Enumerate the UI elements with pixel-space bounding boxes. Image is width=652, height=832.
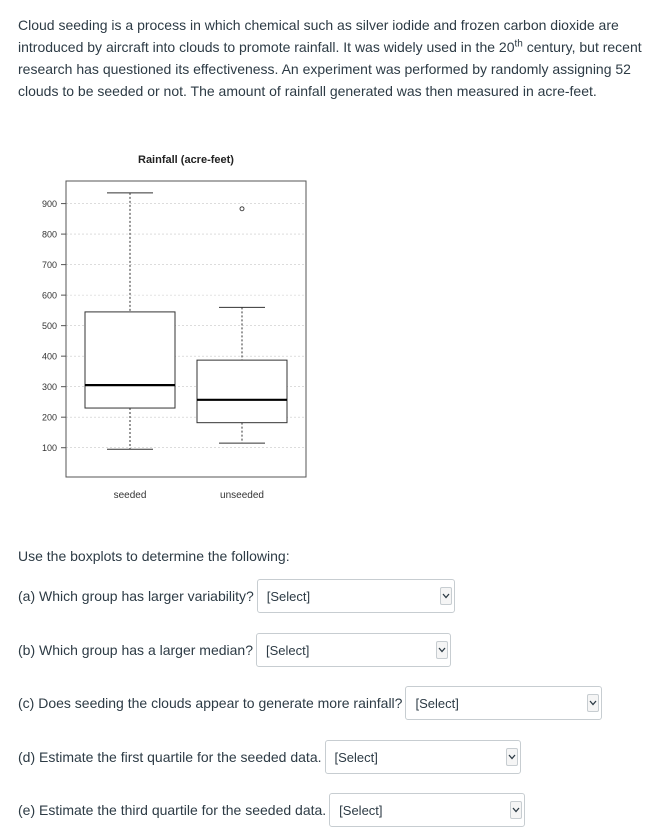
question-c <box>18 686 602 720</box>
question-e-select-value: [Select] <box>339 802 383 818</box>
question-c-select[interactable] <box>405 686 602 720</box>
chevron-down-icon <box>510 801 522 819</box>
question-b-select-value: [Select] <box>266 642 310 658</box>
y-tick-label: 100 <box>41 443 57 454</box>
question-d-select[interactable] <box>325 740 521 774</box>
boxplot-svg <box>0 140 330 520</box>
y-tick-label: 300 <box>41 382 57 393</box>
box-unseeded <box>197 360 287 423</box>
x-category-label: unseeded <box>220 490 264 501</box>
question-d-select-value: [Select] <box>334 749 378 765</box>
y-tick-label: 900 <box>41 199 57 210</box>
chart-title: Rainfall (acre-feet) <box>138 154 234 166</box>
question-d <box>18 740 521 774</box>
question-d-text: (d) Estimate the first quartile for the seeded data. <box>18 749 322 765</box>
question-c-select-value: [Select] <box>415 695 459 711</box>
chevron-down-icon <box>436 641 448 659</box>
chevron-down-icon <box>440 587 452 605</box>
question-a-select-value: [Select] <box>266 588 311 604</box>
chevron-down-icon <box>587 694 599 712</box>
intro-text-2: century, but recent research has questioned its effectiveness. An experiment was performed by randomly assigning 52 clouds to be seeded or not. The amount of rainfall generated was then measured in acre-feet. <box>18 39 642 99</box>
question-e <box>18 793 525 827</box>
y-tick-label: 700 <box>41 260 57 271</box>
question-b <box>18 633 451 667</box>
question-a <box>18 579 455 613</box>
question-b-text: (b) Which group has a larger median? <box>18 642 254 658</box>
outlier-point <box>240 207 244 211</box>
question-a-select[interactable] <box>257 579 455 613</box>
question-c-text: (c) Does seeding the clouds appear to generate more rainfall? <box>18 695 403 711</box>
question-b-select[interactable] <box>256 633 451 667</box>
x-category-label: seeded <box>113 490 147 501</box>
intro-paragraph <box>18 14 644 102</box>
y-tick-label: 800 <box>41 229 57 240</box>
rainfall-boxplot-chart <box>0 140 330 520</box>
box-seeded <box>85 312 175 408</box>
y-tick-label: 400 <box>41 351 57 362</box>
chevron-down-icon <box>506 748 518 766</box>
question-e-select[interactable] <box>329 793 525 827</box>
intro-superscript: th <box>514 38 523 50</box>
y-tick-label: 200 <box>41 412 57 423</box>
instructions-text: Use the boxplots to determine the following: <box>18 548 290 564</box>
y-tick-label: 500 <box>41 321 57 332</box>
y-tick-label: 600 <box>41 290 57 301</box>
intro-text-1: Cloud seeding is a process in which chemical such as silver iodide and frozen carbon dioxide are introduced by aircraft into clouds to promote rainfall. It was widely used in the 20 <box>18 17 619 55</box>
question-a-text: (a) Which group has larger variability? <box>18 588 254 604</box>
question-e-text: (e) Estimate the third quartile for the seeded data. <box>18 802 327 818</box>
